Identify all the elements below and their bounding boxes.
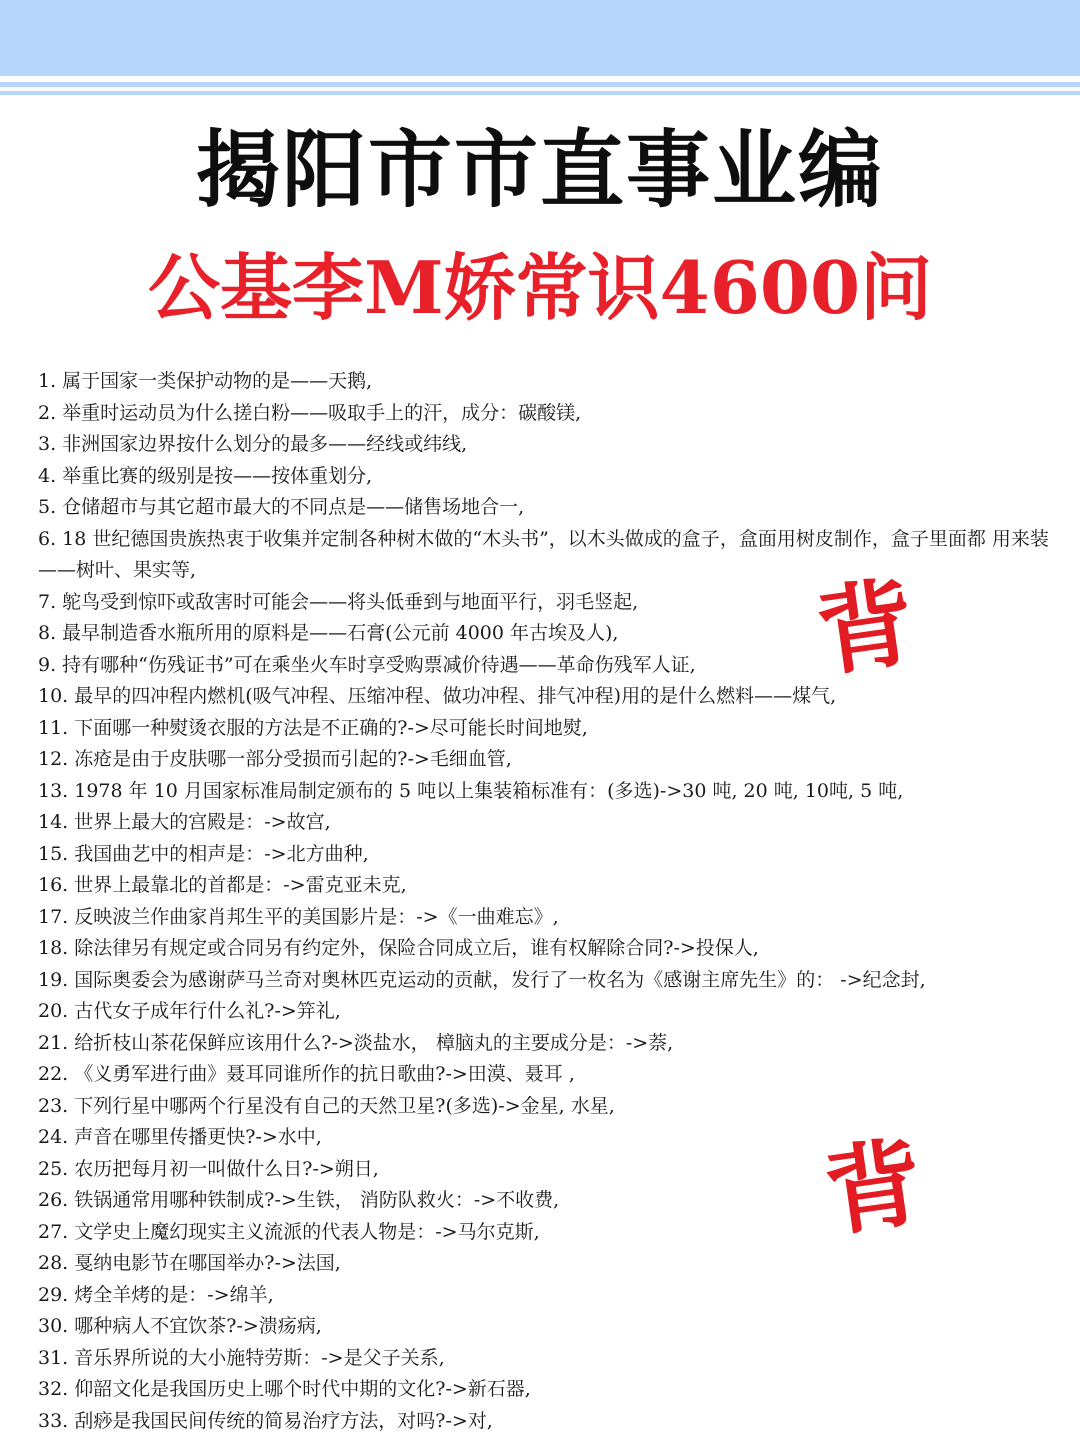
list-item: 3. 非洲国家边界按什么划分的最多——经线或纬线,	[38, 433, 468, 455]
list-item: 23. 下列行星中哪两个行星没有自己的天然卫星?(多选)->金星, 水星,	[38, 1094, 615, 1117]
top-banner	[0, 0, 1080, 76]
list-item: 27. 文学史上魔幻现实主义流派的代表人物是：->马尔克斯,	[38, 1220, 540, 1243]
list-item: 4. 举重比赛的级别是按——按体重划分,	[38, 464, 373, 487]
list-item: 2. 举重时运动员为什么搓白粉——吸取手上的汗，成分：碳酸镁,	[38, 401, 582, 424]
list-item: 19. 国际奥委会为感谢萨马兰奇对奥林匹克运动的贡献，发行了一枚名为《感谢主席先生》的： ->纪念封,	[38, 968, 926, 991]
list-item: 5. 仓储超市与其它超市最大的不同点是——储售场地合一,	[38, 496, 525, 518]
memorize-stamp: 背	[810, 564, 922, 691]
question-list	[38, 366, 1058, 1437]
list-item: 14. 世界上最大的宫殿是：->故宫,	[38, 811, 331, 833]
list-item: 22. 《义勇军进行曲》聂耳同谁所作的抗日歌曲?->田漠、聂耳 ,	[38, 1063, 575, 1085]
list-item: 29. 烤全羊烤的是：->绵羊,	[38, 1283, 274, 1306]
list-item: 1. 属于国家一类保护动物的是——天鹅,	[38, 370, 373, 392]
list-item: 28. 戛纳电影节在哪国举办?->法国,	[38, 1252, 341, 1274]
list-item: 9. 持有哪种“伤残证书”可在乘坐火车时享受购票减价待遇——革命伤残军人证,	[38, 653, 696, 676]
list-item: 11. 下面哪一种熨烫衣服的方法是不正确的?->尽可能长时间地熨,	[38, 716, 588, 739]
list-item: 10. 最早的四冲程内燃机(吸气冲程、压缩冲程、做功冲程、排气冲程)用的是什么燃料——煤气,	[38, 685, 837, 707]
banner-stripe	[0, 82, 1080, 87]
list-item: 26. 铁锅通常用哪种铁制成?->生铁， 消防队救火：->不收费,	[38, 1189, 560, 1211]
list-item: 15. 我国曲艺中的相声是：->北方曲种,	[38, 842, 369, 865]
list-item: 20. 古代女子成年行什么礼?->笄礼,	[38, 1000, 341, 1022]
banner-stripe	[0, 91, 1080, 95]
list-item: 18. 除法律另有规定或合同另有约定外，保险合同成立后，谁有权解除合同?->投保人,	[38, 937, 759, 959]
memorize-stamp: 背	[818, 1124, 930, 1251]
list-item: 7. 鸵鸟受到惊吓或敌害时可能会——将头低垂到与地面平行，羽毛竖起,	[38, 590, 639, 613]
list-item: 8. 最早制造香水瓶所用的原料是——石膏(公元前 4000 年古埃及人),	[38, 622, 619, 644]
list-item: 13. 1978 年 10 月国家标准局制定颁布的 5 吨以上集装箱标准有：(多选)->30 吨, 20 吨, 10吨, 5 吨,	[38, 779, 904, 802]
list-item: 24. 声音在哪里传播更快?->水中,	[38, 1126, 322, 1148]
list-item: 25. 农历把每月初一叫做什么日?->朔日,	[38, 1157, 379, 1180]
page-subtitle: 公基李M娇常识4600问	[147, 245, 933, 330]
list-item: 16. 世界上最靠北的首都是：->雷克亚未克,	[38, 874, 407, 896]
page-title: 揭阳市市直事业编	[195, 121, 884, 219]
list-item: 33. 刮痧是我国民间传统的简易治疗方法，对吗?->对,	[38, 1409, 493, 1432]
list-item: 6. 18 世纪德国贵族热衷于收集并定制各种树木做的“木头书”，以木头做成的盒子，盒面用树皮制作，盒子里面都 用来装——树叶、果实等,	[38, 527, 1049, 581]
list-item: 12. 冻疮是由于皮肤哪一部分受损而引起的?->毛细血管,	[38, 748, 512, 770]
list-item: 31. 音乐界所说的大小施特劳斯：->是父子关系,	[38, 1346, 445, 1369]
list-item: 32. 仰韶文化是我国历史上哪个时代中期的文化?->新石器,	[38, 1378, 531, 1400]
list-item: 21. 给折枝山茶花保鲜应该用什么?->淡盐水， 樟脑丸的主要成分是：->萘,	[38, 1031, 674, 1054]
list-item: 17. 反映波兰作曲家肖邦生平的美国影片是：->《一曲难忘》,	[38, 905, 559, 928]
list-item: 30. 哪种病人不宜饮茶?->溃疡病,	[38, 1315, 322, 1337]
